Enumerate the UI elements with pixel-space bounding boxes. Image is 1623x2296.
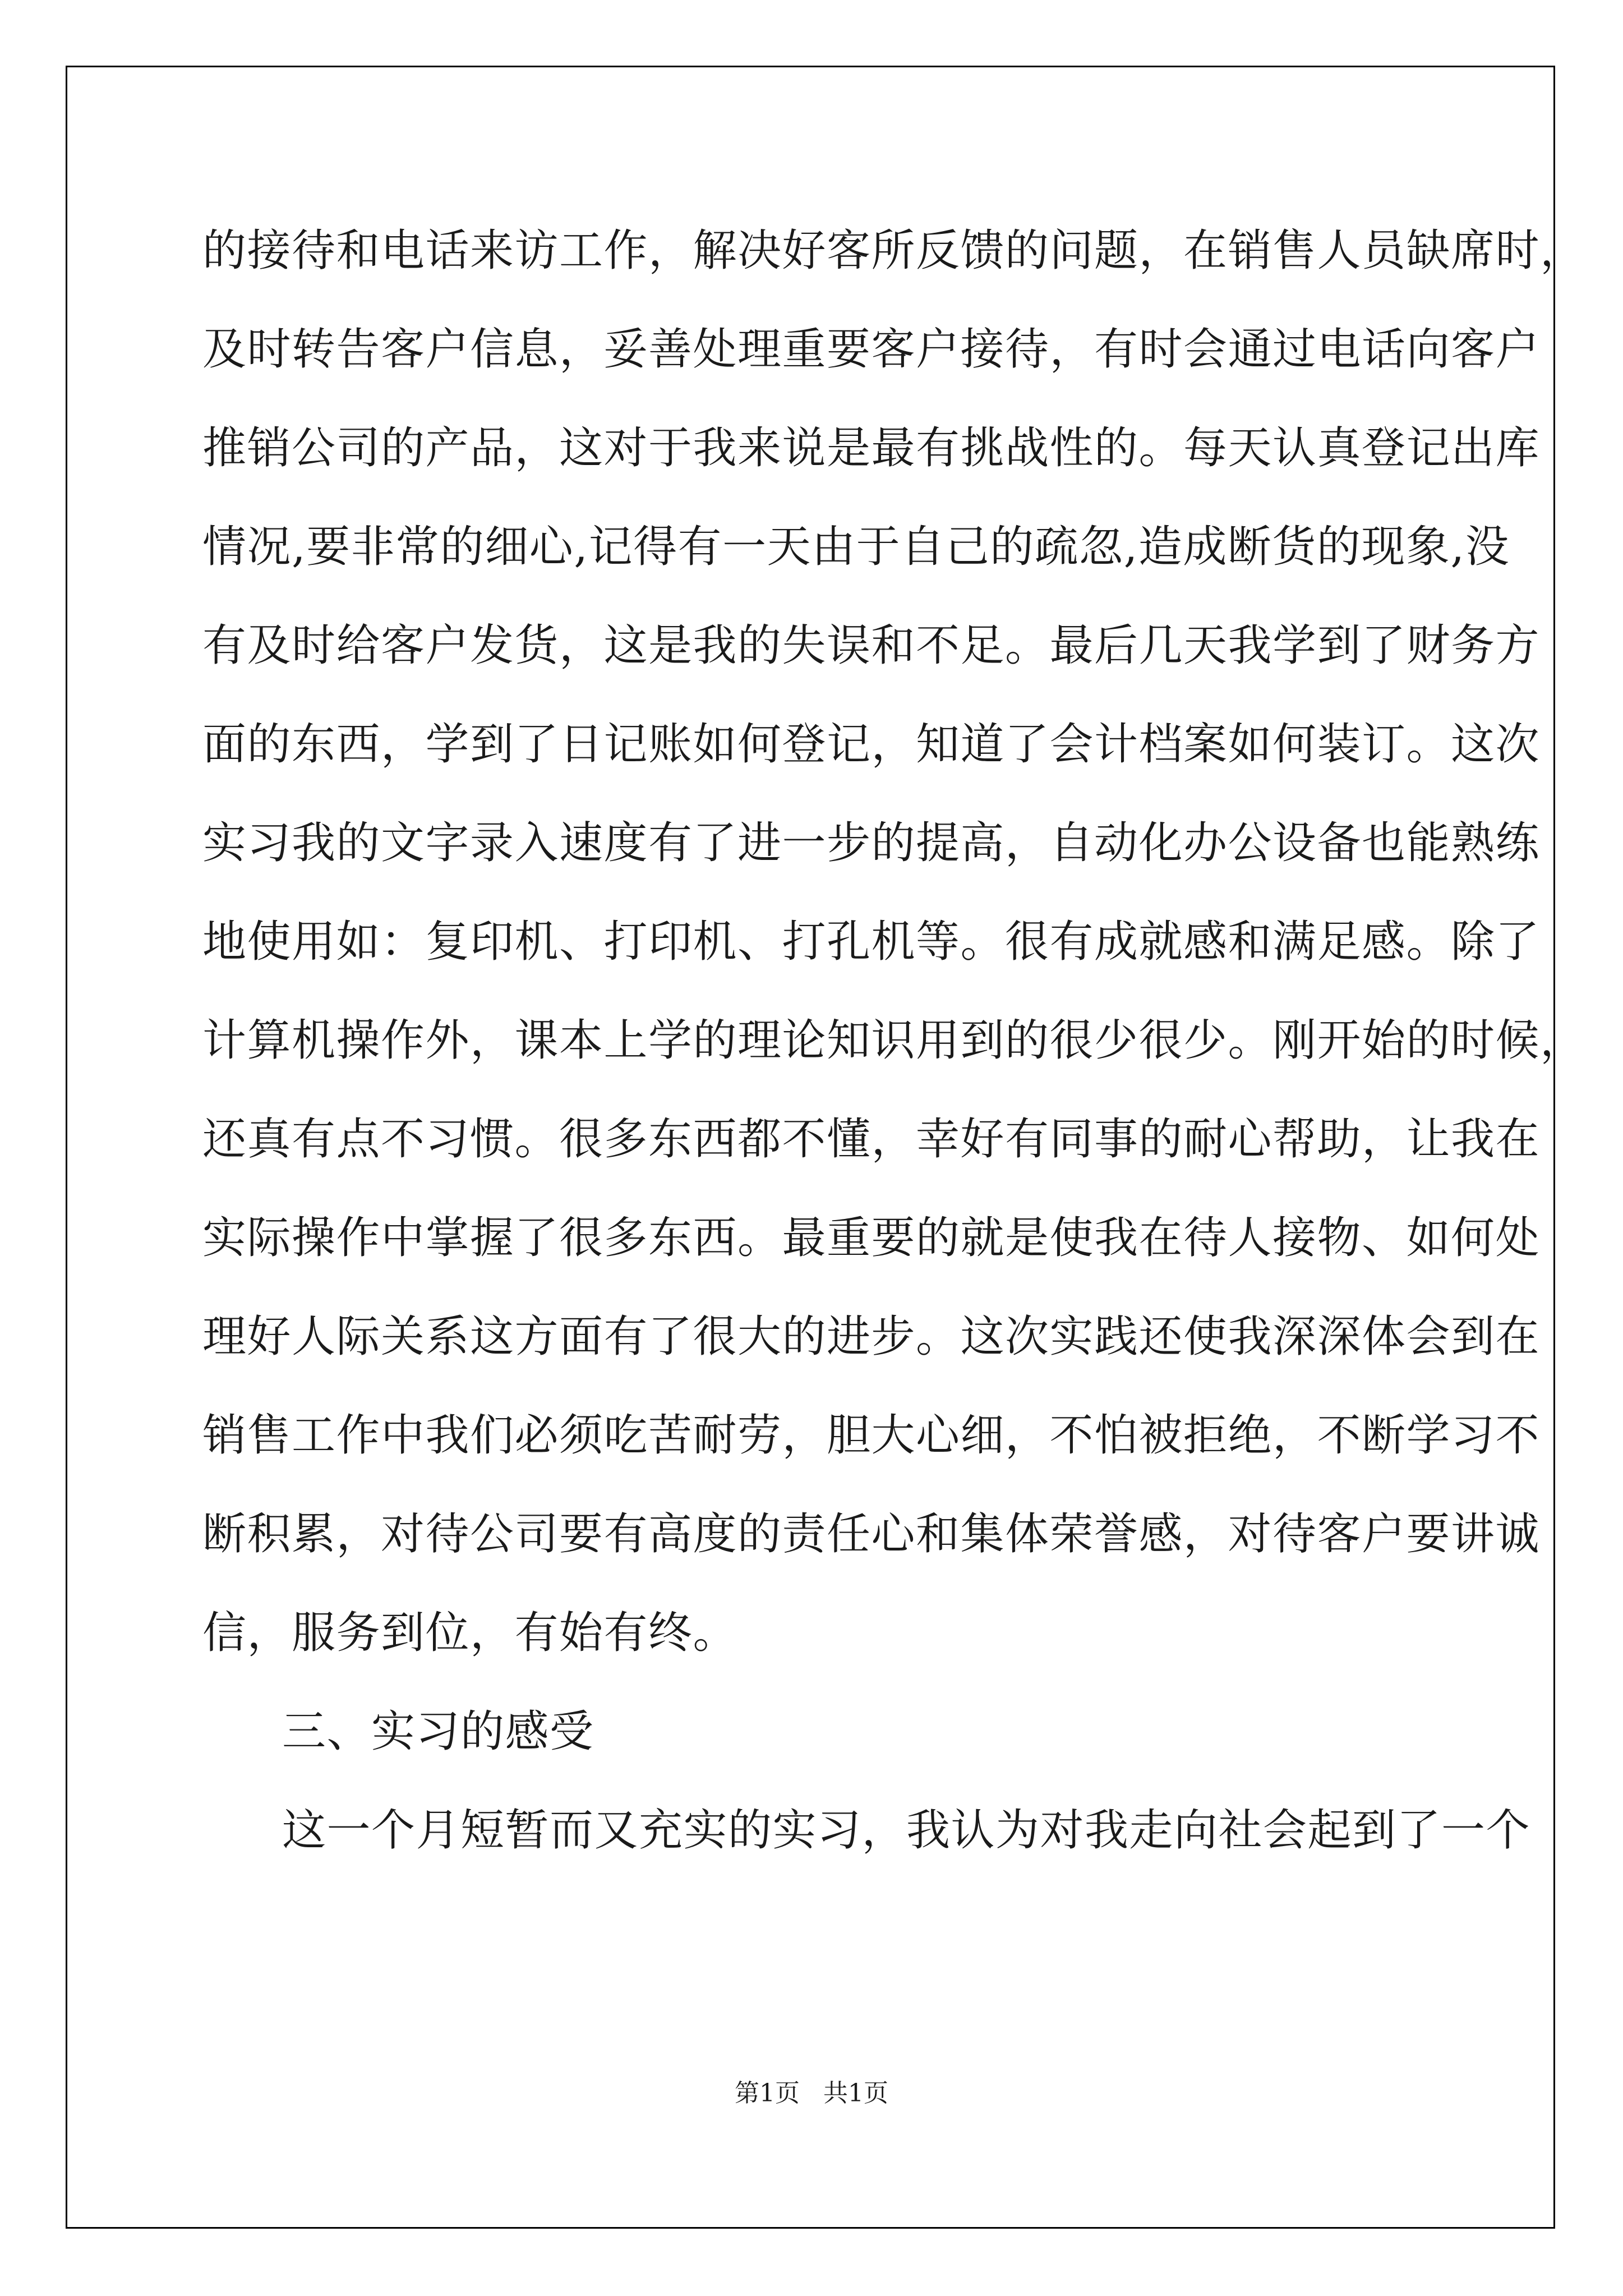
body-line: 还真有点不习惯。很多东西都不懂，幸好有同事的耐心帮助，让我在 — [202, 1114, 1541, 1165]
body-line: 销售工作中我们必须吃苦耐劳，胆大心细，不怕被拒绝，不断学习不 — [202, 1410, 1541, 1461]
body-line: 面的东西，学到了日记账如何登记，知道了会计档案如何装订。这次 — [202, 719, 1541, 770]
section-heading: 三、实习的感受 — [282, 1706, 594, 1757]
body-line: 的接待和电话来访工作，解决好客所反馈的问题，在销售人员缺席时， — [202, 226, 1585, 276]
body-line: 情况,要非常的细心,记得有一天由于自己的疏忽,造成断货的现象,没 — [202, 522, 1510, 572]
body-line: 计算机操作外，课本上学的理论知识用到的很少很少。刚开始的时候， — [202, 1015, 1585, 1066]
body-line: 实际操作中掌握了很多东西。最重要的就是使我在待人接物、如何处 — [202, 1213, 1541, 1263]
paragraph-start-line: 这一个月短暂而又充实的实习，我认为对我走向社会起到了一个 — [282, 1805, 1531, 1856]
body-line: 信，服务到位，有始有终。 — [202, 1608, 738, 1658]
body-line: 推销公司的产品，这对于我来说是最有挑战性的。每天认真登记出库 — [202, 423, 1541, 473]
body-line: 有及时给客户发货，这是我的失误和不足。最后几天我学到了财务方 — [202, 620, 1541, 671]
page-number-footer: 第1页 共1页 — [735, 2079, 888, 2108]
body-line: 理好人际关系这方面有了很大的进步。这次实践还使我深深体会到在 — [202, 1312, 1541, 1362]
body-line: 实习我的文字录入速度有了进一步的提高，自动化办公设备也能熟练 — [202, 818, 1541, 868]
body-line: 地使用如：复印机、打印机、打孔机等。很有成就感和满足感。除了 — [202, 917, 1541, 967]
body-line: 及时转告客户信息，妥善处理重要客户接待，有时会通过电话向客户 — [202, 324, 1541, 375]
body-line: 断积累，对待公司要有高度的责任心和集体荣誉感，对待客户要讲诚 — [202, 1509, 1541, 1559]
